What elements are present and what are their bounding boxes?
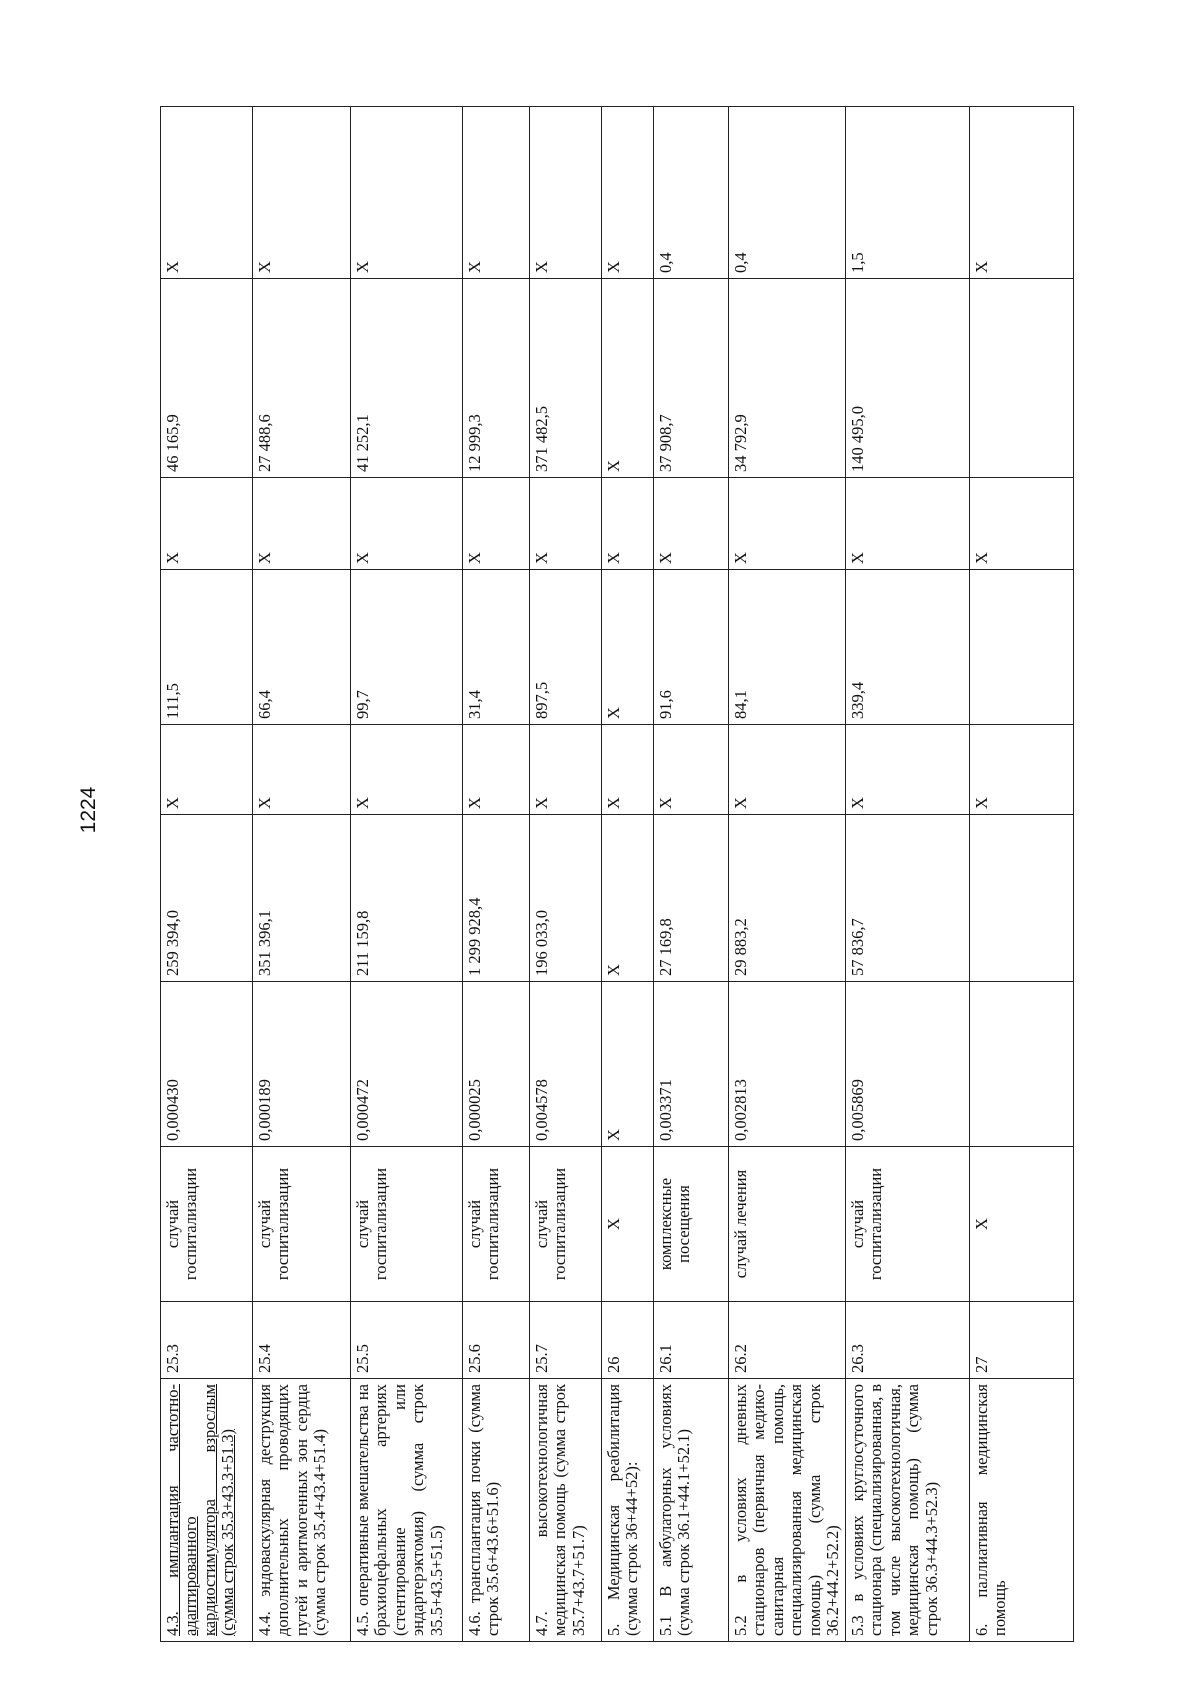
row-unit: комплексные посещения [654, 1147, 729, 1302]
row-col-8: X [729, 478, 846, 570]
row-col-6: X [969, 725, 1073, 815]
row-col-8: X [602, 478, 654, 570]
row-description: 4.3. имплантация частотно-адаптированного кардиостимулятора взрослым (сумма строк 35.3+43.3+51.3) [161, 1379, 253, 1642]
row-code: 26 [602, 1302, 654, 1379]
row-description: 5.3 в условиях круглосуточного стационара (специализированная, в том числе высокотехнологичная, медицинская помощь) (сумма строк 36.3+44.3+52.3) [845, 1379, 969, 1642]
row-col-10: X [969, 107, 1073, 279]
row-unit: X [602, 1147, 654, 1302]
row-col-9: 41 252,1 [351, 279, 463, 478]
row-unit: случай госпитализации [463, 1147, 530, 1302]
row-col-8: X [969, 478, 1073, 570]
row-col-10: X [602, 107, 654, 279]
row-volume: 0,004578 [530, 982, 602, 1147]
row-col-6: X [161, 725, 253, 815]
row-code: 25.5 [351, 1302, 463, 1379]
row-col-7: 111,5 [161, 570, 253, 725]
row-cost: X [602, 815, 654, 982]
row-code: 26.1 [654, 1302, 729, 1379]
row-col-10: 0,4 [729, 107, 846, 279]
table-row [530, 107, 602, 1642]
row-col-6: X [351, 725, 463, 815]
row-col-6: X [654, 725, 729, 815]
row-col-10: X [253, 107, 351, 279]
row-unit: случай госпитализации [161, 1147, 253, 1302]
row-col-6: X [463, 725, 530, 815]
row-col-9: 27 488,6 [253, 279, 351, 478]
row-code: 26.2 [729, 1302, 846, 1379]
row-col-7: 66,4 [253, 570, 351, 725]
row-cost: 27 169,8 [654, 815, 729, 982]
row-unit: случай лечения [729, 1147, 846, 1302]
row-volume: 0,000430 [161, 982, 253, 1147]
row-volume: 0,005869 [845, 982, 969, 1147]
table-row [351, 107, 463, 1642]
row-col-9: X [602, 279, 654, 478]
row-col-9: 140 495,0 [845, 279, 969, 478]
row-col-6: X [845, 725, 969, 815]
row-col-9: 46 165,9 [161, 279, 253, 478]
row-col-8: X [654, 478, 729, 570]
row-description: 5. Медицинская реабилитация (сумма строк 36+44+52): [602, 1379, 654, 1642]
row-code: 27 [969, 1302, 1073, 1379]
row-col-9: 37 908,7 [654, 279, 729, 478]
row-col-7: 31,4 [463, 570, 530, 725]
row-volume: 0,003371 [654, 982, 729, 1147]
table-body [161, 107, 1074, 1642]
row-col-8: X [845, 478, 969, 570]
row-volume: 0,000472 [351, 982, 463, 1147]
table-row [602, 107, 654, 1642]
row-volume [969, 982, 1073, 1147]
table-row [845, 107, 969, 1642]
row-code: 26.3 [845, 1302, 969, 1379]
row-col-10: X [161, 107, 253, 279]
page-number: 1224 [77, 786, 100, 834]
row-volume: 0,000189 [253, 982, 351, 1147]
table-row [969, 107, 1073, 1642]
row-cost: 211 159,8 [351, 815, 463, 982]
row-col-7: 84,1 [729, 570, 846, 725]
row-col-10: X [351, 107, 463, 279]
row-col-7: 339,4 [845, 570, 969, 725]
row-col-7: 99,7 [351, 570, 463, 725]
row-col-6: X [530, 725, 602, 815]
table-row [161, 107, 253, 1642]
row-code: 25.6 [463, 1302, 530, 1379]
row-col-8: X [530, 478, 602, 570]
row-cost: 29 883,2 [729, 815, 846, 982]
row-col-10: X [530, 107, 602, 279]
row-description: 4.6. трансплантация почки (сумма строк 35.6+43.6+51.6) [463, 1379, 530, 1642]
row-col-8: X [253, 478, 351, 570]
row-code: 25.3 [161, 1302, 253, 1379]
row-col-10: 1,5 [845, 107, 969, 279]
row-cost [969, 815, 1073, 982]
row-col-9: 371 482,5 [530, 279, 602, 478]
row-col-10: X [463, 107, 530, 279]
row-cost: 259 394,0 [161, 815, 253, 982]
row-unit: X [969, 1147, 1073, 1302]
row-description: 4.7. высокотехнологичная медицинская помощь (сумма строк 35.7+43.7+51.7) [530, 1379, 602, 1642]
row-col-6: X [253, 725, 351, 815]
data-table [160, 106, 1074, 1642]
row-col-6: X [729, 725, 846, 815]
row-volume: 0,002813 [729, 982, 846, 1147]
row-volume: X [602, 982, 654, 1147]
table-row [654, 107, 729, 1642]
row-col-9: 34 792,9 [729, 279, 846, 478]
row-unit: случай госпитализации [253, 1147, 351, 1302]
row-cost: 351 396,1 [253, 815, 351, 982]
table-row [729, 107, 846, 1642]
row-col-8: X [351, 478, 463, 570]
row-col-7: X [602, 570, 654, 725]
row-col-9 [969, 279, 1073, 478]
row-unit: случай госпитализации [530, 1147, 602, 1302]
row-col-6: X [602, 725, 654, 815]
table-row [463, 107, 530, 1642]
row-col-8: X [161, 478, 253, 570]
row-col-9: 12 999,3 [463, 279, 530, 478]
row-cost: 196 033,0 [530, 815, 602, 982]
row-unit: случай госпитализации [845, 1147, 969, 1302]
row-col-7 [969, 570, 1073, 725]
row-code: 25.7 [530, 1302, 602, 1379]
table-row [253, 107, 351, 1642]
row-col-7: 91,6 [654, 570, 729, 725]
row-description: 5.2 в условиях дневных стационаров (первичная медико-санитарная помощь, специализированная медицинская помощь) (сумма строк 36.2+44.2+52.2) [729, 1379, 846, 1642]
row-description: 5.1 В амбулаторных условиях (сумма строк 36.1+44.1+52.1) [654, 1379, 729, 1642]
row-unit: случай госпитализации [351, 1147, 463, 1302]
row-description: 4.4. эндоваскулярная деструкция дополнительных проводящих путей и аритмогенных зон сердца (сумма строк 35.4+43.4+51.4) [253, 1379, 351, 1642]
row-description: 4.5. оперативные вмешательства на брахиоцефальных артериях (стентирование или эндартерэктомия) (сумма строк 35.5+43.5+51.5) [351, 1379, 463, 1642]
row-description: 6. паллиативная медицинская помощь [969, 1379, 1073, 1642]
row-volume: 0,000025 [463, 982, 530, 1147]
row-cost: 57 836,7 [845, 815, 969, 982]
rotated-table-wrapper [160, 107, 1068, 1642]
row-col-8: X [463, 478, 530, 570]
row-col-10: 0,4 [654, 107, 729, 279]
row-code: 25.4 [253, 1302, 351, 1379]
row-col-7: 897,5 [530, 570, 602, 725]
row-cost: 1 299 928,4 [463, 815, 530, 982]
